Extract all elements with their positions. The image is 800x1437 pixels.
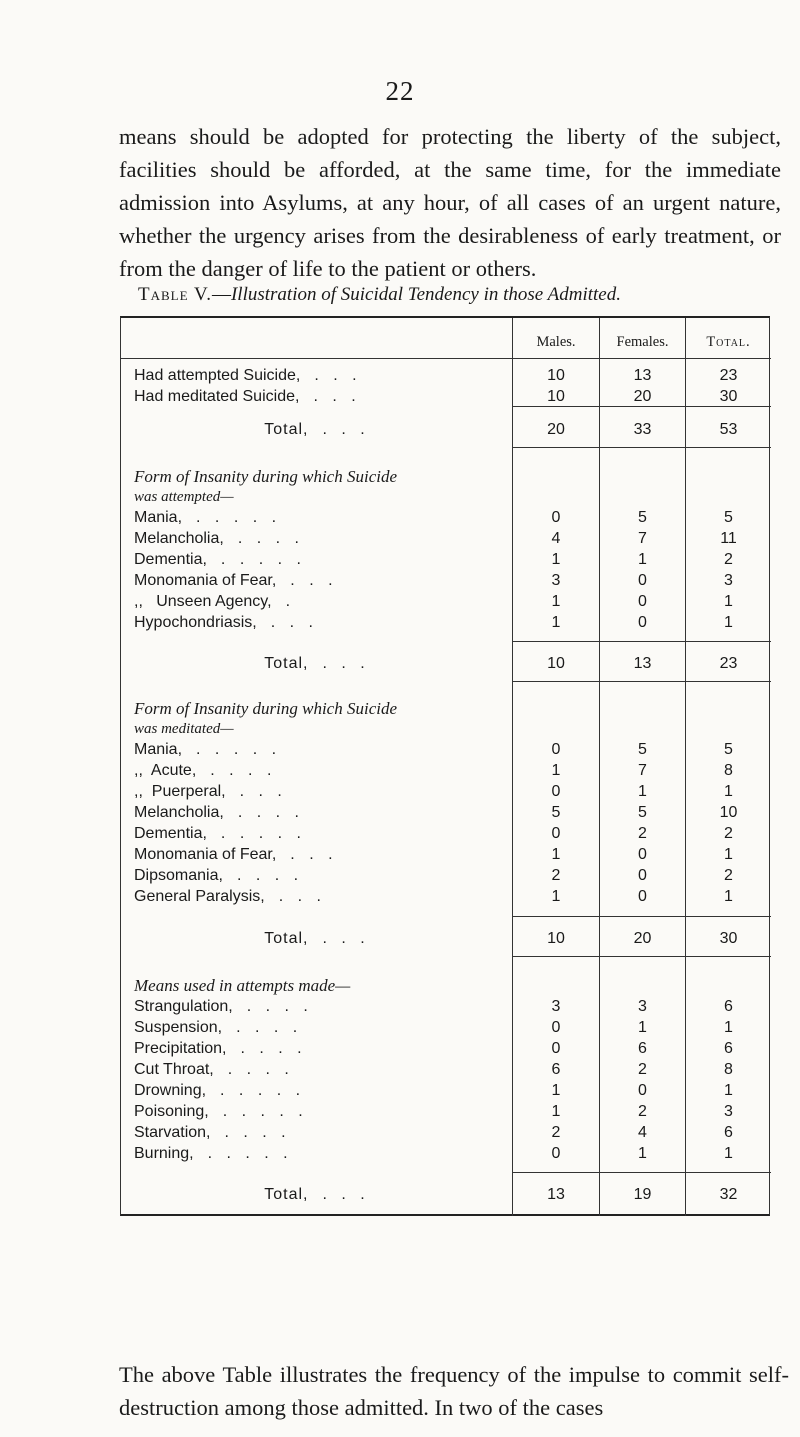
cell-females: 7 [638, 762, 647, 779]
table-row [121, 1040, 771, 1062]
leader-dots: . . . . . [207, 1145, 293, 1162]
cell-total: 53 [719, 421, 738, 438]
cell-females: 7 [638, 530, 647, 547]
rule [512, 641, 771, 642]
row-label [134, 1103, 514, 1121]
table-row [121, 509, 771, 531]
row-label-text: Starvation, [134, 1124, 211, 1141]
leader-dots: . . . . [236, 1019, 303, 1036]
row-label-text: Precipitation, [134, 1040, 227, 1057]
row-label-text: Total, [264, 421, 309, 438]
cell-total: 1 [724, 1019, 733, 1036]
cell-males: 1 [551, 551, 561, 568]
cell-males: 0 [551, 741, 561, 758]
cell-females: 2 [638, 1103, 647, 1120]
row-label [134, 614, 514, 632]
table-caption-title: Illustration of Suicidal Tendency in those Admitted. [230, 284, 621, 305]
row-label-text: Total, [264, 1186, 309, 1203]
row-label-text: Burning, [134, 1145, 194, 1162]
row-label [134, 867, 514, 885]
leader-dots: . . . [322, 930, 370, 947]
row-label [121, 930, 513, 948]
leader-dots: . . . . [237, 804, 304, 821]
leader-dots: . . . [322, 655, 370, 672]
total-row [121, 421, 771, 443]
cell-total: 11 [720, 530, 737, 547]
leader-dots: . . . . [236, 867, 304, 884]
leader-dots: . . . . [246, 998, 313, 1015]
cell-total: 1 [724, 1082, 733, 1099]
row-label [134, 509, 514, 527]
leader-dots: . . . . [227, 1061, 294, 1078]
leader-dots: . . . . . [196, 741, 282, 758]
cell-females: 4 [638, 1124, 647, 1141]
cell-females: 1 [638, 551, 647, 568]
table-row [121, 804, 771, 826]
row-label-text: ,, Puerperal, [134, 783, 226, 800]
cell-females: 0 [638, 888, 647, 905]
row-label-text: Had attempted Suicide, [134, 367, 301, 384]
row-label-text: Dementia, [134, 551, 207, 568]
cell-males: 0 [551, 825, 561, 842]
cell-females: 33 [633, 421, 652, 438]
table-row [121, 1082, 771, 1104]
row-label [134, 846, 514, 864]
cell-females: 0 [638, 614, 647, 631]
table-row [121, 551, 771, 573]
row-label [134, 388, 514, 406]
cell-total: 2 [724, 551, 733, 568]
table-row [121, 762, 771, 784]
cell-males: 10 [547, 930, 565, 947]
cell-total: 3 [724, 1103, 733, 1120]
row-label [134, 783, 514, 801]
leader-dots: . . . [239, 783, 287, 800]
row-label [134, 367, 514, 385]
cell-total: 2 [724, 867, 733, 884]
row-label [134, 762, 514, 780]
cell-total: 8 [724, 762, 733, 779]
cell-females: 1 [638, 1019, 647, 1036]
cell-males: 1 [551, 846, 561, 863]
row-label-text: Had meditated Suicide, [134, 388, 300, 405]
cell-females: 1 [638, 783, 647, 800]
table-row [121, 572, 771, 594]
row-label [134, 804, 514, 822]
rule [512, 1172, 771, 1173]
row-label [121, 1186, 513, 1204]
row-label-text: Monomania of Fear, [134, 572, 277, 589]
section-heading-line: Means used in attempts made— [134, 976, 351, 995]
row-label-text: General Paralysis, [134, 888, 265, 905]
cell-total: 30 [719, 388, 738, 405]
leader-dots: . . . . . [220, 551, 306, 568]
row-label [134, 572, 514, 590]
cell-females: 5 [638, 741, 647, 758]
total-row [121, 1186, 771, 1208]
cell-total: 3 [724, 572, 733, 589]
table-row [121, 846, 771, 868]
leader-dots: . . . . [224, 1124, 291, 1141]
cell-males: 10 [547, 367, 565, 384]
row-label-text: Dementia, [134, 825, 207, 842]
cell-females: 0 [638, 867, 647, 884]
cell-total: 32 [719, 1186, 738, 1203]
cell-total: 23 [719, 655, 738, 672]
cell-females: 2 [638, 1061, 647, 1078]
cell-females: 19 [633, 1186, 652, 1203]
cell-total: 30 [719, 930, 738, 947]
table-row [121, 593, 771, 615]
table-caption-dash: — [211, 284, 231, 305]
cell-males: 20 [547, 421, 565, 438]
row-label [134, 1040, 514, 1058]
row-label [134, 998, 514, 1016]
table-row [121, 530, 771, 552]
total-row [121, 930, 771, 952]
row-label [134, 1145, 514, 1163]
section-heading-means [134, 976, 514, 996]
cell-females: 3 [638, 998, 647, 1015]
table-row [121, 998, 771, 1020]
cell-males: 3 [551, 572, 561, 589]
cell-total: 2 [724, 825, 733, 842]
cell-total: 5 [724, 741, 733, 758]
leader-dots: . . . . [210, 762, 277, 779]
row-label [134, 551, 514, 569]
cell-females: 13 [633, 655, 652, 672]
cell-total: 10 [719, 804, 738, 821]
cell-females: 20 [633, 930, 652, 947]
section-heading-line: Form of Insanity during which Suicide [134, 699, 398, 718]
row-label [134, 741, 514, 759]
leader-dots: . . . [322, 1186, 370, 1203]
row-label [134, 888, 514, 906]
row-label-text: Hypochondriasis, [134, 614, 257, 631]
cell-males: 3 [551, 998, 561, 1015]
row-label [134, 593, 514, 611]
row-label [134, 1061, 514, 1079]
leader-dots: . [285, 593, 296, 610]
table-row [121, 867, 771, 889]
cell-total: 1 [724, 614, 733, 631]
leader-dots: . . . . . [222, 1103, 308, 1120]
row-label-text: Suspension, [134, 1019, 223, 1036]
cell-total: 6 [724, 998, 733, 1015]
cell-males: 1 [551, 614, 561, 631]
cell-males: 5 [551, 804, 561, 821]
cell-males: 0 [551, 783, 561, 800]
cell-females: 0 [638, 846, 647, 863]
section-heading-line: Form of Insanity during which Suicide [134, 467, 398, 486]
leader-dots: . . . [314, 367, 362, 384]
cell-total: 6 [724, 1124, 733, 1141]
table-row [121, 614, 771, 636]
cell-total: 5 [724, 509, 733, 526]
row-label-text: Strangulation, [134, 998, 233, 1015]
leader-dots: . . . . . [220, 825, 306, 842]
closing-paragraph [119, 1358, 789, 1424]
table-row [121, 1145, 771, 1167]
table-caption [138, 284, 798, 306]
row-label-text: Drowning, [134, 1082, 207, 1099]
table-row [121, 1124, 771, 1146]
cell-females: 13 [633, 367, 652, 384]
column-header-females: Females. [616, 334, 669, 350]
leader-dots: . . . . [237, 530, 304, 547]
cell-males: 10 [547, 655, 565, 672]
leader-dots: . . . [278, 888, 326, 905]
row-label-text: ,, Acute, [134, 762, 197, 779]
cell-females: 0 [638, 1082, 647, 1099]
cell-total: 1 [724, 846, 733, 863]
cell-males: 1 [551, 762, 561, 779]
row-label-text: Poisoning, [134, 1103, 209, 1120]
leader-dots: . . . [290, 846, 338, 863]
leader-dots: . . . . . [220, 1082, 306, 1099]
rule [512, 956, 771, 957]
leader-dots: . . . [322, 421, 370, 438]
cell-females: 0 [638, 593, 647, 610]
row-label-text: Mania, [134, 509, 183, 526]
row-label-text: Total, [264, 655, 309, 672]
closing-text: The above Table illustrates the frequency of the impulse to commit self-destruction among those admitted. In two of the cases [119, 1362, 789, 1420]
table-row [121, 783, 771, 805]
row-label-text: ,, Unseen Agency, [134, 593, 272, 610]
cell-females: 5 [638, 804, 647, 821]
suicide-table [120, 316, 770, 1216]
cell-total: 1 [724, 783, 733, 800]
cell-males: 2 [551, 1124, 561, 1141]
rule [512, 447, 771, 448]
leader-dots: . . . . . [196, 509, 282, 526]
cell-males: 1 [551, 1082, 561, 1099]
cell-total: 1 [724, 888, 733, 905]
cell-males: 0 [551, 1145, 561, 1162]
rule [512, 681, 771, 682]
row-label [134, 1019, 514, 1037]
cell-females: 0 [638, 572, 647, 589]
section-heading-meditated [134, 699, 514, 739]
leader-dots: . . . . [240, 1040, 307, 1057]
row-label [134, 530, 514, 548]
table-row [121, 367, 771, 389]
cell-males: 4 [551, 530, 561, 547]
column-header-males: Males. [536, 334, 576, 350]
cell-females: 1 [638, 1145, 647, 1162]
cell-females: 20 [633, 388, 652, 405]
cell-males: 0 [551, 1040, 561, 1057]
row-label [134, 1124, 514, 1142]
table-caption-label: Table V. [138, 284, 212, 305]
rule [512, 406, 771, 407]
cell-males: 6 [551, 1061, 561, 1078]
table-row [121, 1019, 771, 1041]
cell-males: 2 [551, 867, 561, 884]
leader-dots: . . . [270, 614, 318, 631]
cell-total: 8 [724, 1061, 733, 1078]
row-label [134, 1082, 514, 1100]
cell-males: 13 [547, 1186, 565, 1203]
leader-dots: . . . [313, 388, 361, 405]
total-row [121, 655, 771, 677]
cell-females: 5 [638, 509, 647, 526]
row-label [121, 655, 513, 673]
intro-paragraph [119, 120, 781, 285]
cell-females: 2 [638, 825, 647, 842]
row-label [121, 421, 513, 439]
intro-text: means should be adopted for protecting the liberty of the subject, facilities should be afforded, at the same time, for the immediate admission into Asylums, at any hour, of all cases of an urgent nature, whether the urgency arises from the desirableness of early treatment, or from the danger of life to the patient or others. [119, 124, 781, 281]
cell-males: 1 [551, 593, 561, 610]
row-label-text: Total, [264, 930, 309, 947]
table-row [121, 825, 771, 847]
cell-males: 10 [547, 388, 565, 405]
section-heading-subline: was attempted— [134, 489, 234, 505]
section-heading-attempted [134, 467, 514, 507]
row-label-text: Melancholia, [134, 804, 224, 821]
cell-total: 23 [719, 367, 738, 384]
header-rule [121, 358, 771, 359]
row-label-text: Monomania of Fear, [134, 846, 277, 863]
table-row [121, 1061, 771, 1083]
cell-males: 1 [551, 888, 561, 905]
cell-total: 1 [724, 1145, 733, 1162]
table-row [121, 888, 771, 910]
cell-males: 0 [551, 1019, 561, 1036]
row-label-text: Cut Throat, [134, 1061, 214, 1078]
column-header-total: Total. [706, 334, 751, 350]
table-row [121, 1103, 771, 1125]
row-label [134, 825, 514, 843]
table-row [121, 741, 771, 763]
row-label-text: Mania, [134, 741, 183, 758]
cell-total: 1 [724, 593, 733, 610]
row-label-text: Dipsomania, [134, 867, 223, 884]
cell-total: 6 [724, 1040, 733, 1057]
cell-females: 6 [638, 1040, 647, 1057]
section-heading-subline: was meditated— [134, 721, 234, 737]
leader-dots: . . . [290, 572, 338, 589]
rule [512, 916, 771, 917]
row-label-text: Melancholia, [134, 530, 224, 547]
cell-males: 0 [551, 509, 561, 526]
cell-males: 1 [551, 1103, 561, 1120]
page-number: 22 [385, 76, 415, 106]
